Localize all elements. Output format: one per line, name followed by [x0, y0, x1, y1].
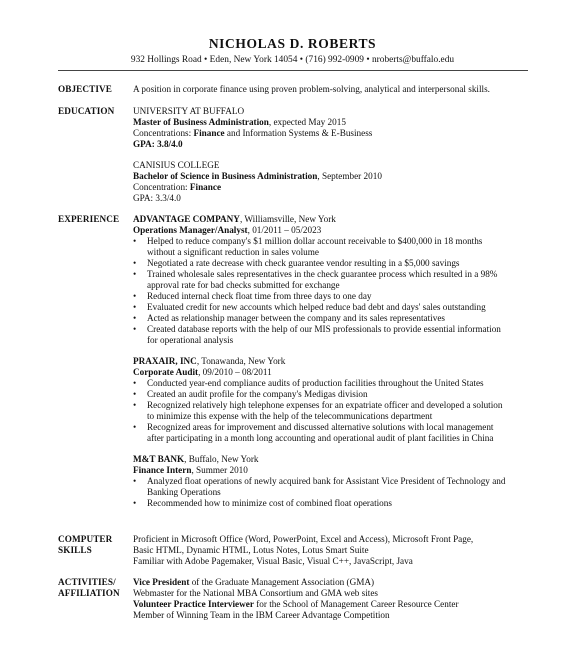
gpa-line: GPA: 3.8/4.0	[133, 139, 183, 149]
bullet-text-cont: Banking Operations	[147, 487, 221, 497]
computer-skills-label: COMPUTER	[58, 534, 113, 544]
objective-text: A position in corporate finance using proven problem-solving, analytical and interpersonal skills.	[133, 84, 490, 94]
degree-title: Master of Business Administration	[133, 117, 269, 127]
skills-line: Familiar with Adobe Pagemaker, Visual Basic, Visual C++, JavaScript, Java	[133, 556, 413, 566]
degree-date: , September 2010	[317, 171, 382, 181]
bullet-icon: •	[133, 400, 137, 410]
bullet-text: Trained wholesale sales representatives in the check guarantee process which resulted in a 98%	[147, 269, 498, 279]
company-location: , Buffalo, New York	[184, 454, 259, 464]
job-dates: , Summer 2010	[191, 465, 248, 475]
degree-line	[133, 117, 346, 128]
job-dates: , 09/2010 – 08/2011	[198, 367, 272, 377]
bullet-text: Reduced internal check float time from three days to one day	[147, 291, 372, 301]
objective-label: OBJECTIVE	[58, 84, 112, 94]
job-employer-line	[133, 356, 285, 367]
candidate-name: NICHOLAS D. ROBERTS	[208, 36, 377, 51]
bullet-text: Recognized areas for improvement and discussed alternative solutions with local management	[147, 422, 494, 432]
job-employer-line	[133, 214, 336, 225]
bullet-text: Created database reports with the help of our MIS professionals to provide essential information	[147, 324, 501, 334]
degree-date: , expected May 2015	[268, 117, 346, 127]
bullet-text-cont: approval rate for bad checks submitted for exchange	[147, 280, 340, 290]
concentration-line	[133, 182, 221, 193]
job-title-line	[133, 465, 248, 476]
degree-line	[133, 171, 382, 182]
bullet-icon: •	[133, 498, 137, 508]
bullet-text: Conducted year-end compliance audits of production facilities throughout the United States	[147, 378, 484, 388]
bullet-icon: •	[133, 302, 137, 312]
activities-label-2: AFFILIATION	[58, 588, 120, 598]
computer-skills-label-2: SKILLS	[58, 545, 92, 555]
bullet-icon: •	[133, 258, 137, 268]
job-title-line	[133, 367, 272, 378]
skills-line: Basic HTML, Dynamic HTML, Lotus Notes, Lotus Smart Suite	[133, 545, 369, 555]
bullet-text: Recommended how to minimize cost of combined float operations	[147, 498, 392, 508]
bullet-text: Helped to reduce company's $1 million dollar account receivable to $400,000 in 18 months	[147, 236, 483, 246]
bullet-text: Negotiated a rate decrease with check guarantee vendor resulting in a $5,000 savings	[147, 258, 460, 268]
bullet-icon: •	[133, 324, 137, 334]
job-dates: , 01/2011 – 05/2023	[247, 225, 322, 235]
concentration-main: Finance	[189, 182, 222, 192]
activities-label: ACTIVITIES/	[58, 577, 116, 587]
activity-item	[133, 588, 378, 599]
concentration-line	[133, 128, 372, 139]
bullet-text: Evaluated credit for new accounts which helped reduce bad debt and days' sales outstanding	[147, 302, 486, 312]
concentration-prefix: Concentrations:	[133, 128, 194, 138]
degree-title: Bachelor of Science in Business Administration	[133, 171, 318, 181]
bullet-text: Analyzed float operations of newly acquired bank for Assistant Vice President of Technology and	[147, 476, 506, 486]
company-name: ADVANTAGE COMPANY	[133, 214, 240, 224]
concentration-main: Finance	[193, 128, 225, 138]
company-location: , Williamsville, New York	[239, 214, 336, 224]
activity-item	[133, 599, 459, 610]
company-location: , Tonawanda, New York	[196, 356, 286, 366]
bullet-text: Recognized relatively high telephone expenses for an expatriate officer and developed a solution	[147, 400, 503, 410]
activity-detail: Member of Winning Team in the IBM Career Advantage Competition	[133, 610, 390, 620]
header-divider	[58, 70, 528, 71]
bullet-text-cont: without a significant reduction in sales volume	[147, 247, 319, 257]
experience-label: EXPERIENCE	[58, 214, 120, 224]
bullet-text-cont: to minimize this expense with the help of the telecommunications department	[147, 411, 433, 421]
bullet-icon: •	[133, 269, 137, 279]
bullet-icon: •	[133, 422, 137, 432]
job-title-line	[133, 225, 321, 236]
concentration-rest: and Information Systems & E-Business	[224, 128, 373, 138]
bullet-text: Created an audit profile for the company's Medigas division	[147, 389, 368, 399]
school-name: CANISIUS COLLEGE	[133, 160, 220, 170]
bullet-text: Acted as relationship manager between the company and its sales representatives	[147, 313, 445, 323]
activity-role: Volunteer Practice Interviewer	[133, 599, 254, 609]
activity-detail: of the Graduate Management Association (GMA)	[189, 577, 375, 587]
activity-item	[133, 577, 374, 588]
concentration-prefix: Concentration:	[133, 182, 190, 192]
activity-item	[133, 610, 390, 621]
company-name: PRAXAIR, INC	[133, 356, 197, 366]
job-title: Corporate Audit	[133, 367, 199, 377]
bullet-text-cont: after participating in a month long accounting and operational audit of plant facilities in China	[147, 433, 494, 443]
skills-line: Proficient in Microsoft Office (Word, PowerPoint, Excel and Access), Microsoft Front Page,	[133, 534, 474, 544]
activity-role: Vice President	[133, 577, 190, 587]
bullet-icon: •	[133, 291, 137, 301]
bullet-icon: •	[133, 378, 137, 388]
company-name: M&T BANK	[133, 454, 185, 464]
gpa-line: GPA: 3.3/4.0	[133, 193, 181, 203]
job-title: Finance Intern	[133, 465, 192, 475]
bullet-icon: •	[133, 313, 137, 323]
activity-detail: for the School of Management Career Resource Center	[253, 599, 459, 609]
contact-line: 932 Hollings Road • Eden, New York 14054 • (716) 992-0909 • nroberts@buffalo.edu	[130, 55, 455, 65]
education-label: EDUCATION	[58, 106, 115, 116]
school-name: UNIVERSITY AT BUFFALO	[133, 106, 245, 116]
activity-detail: Webmaster for the National MBA Consortium and GMA web sites	[133, 588, 378, 598]
bullet-icon: •	[133, 476, 137, 486]
job-employer-line	[133, 454, 259, 465]
job-title: Operations Manager/Analyst	[133, 225, 248, 235]
bullet-icon: •	[133, 389, 137, 399]
bullet-icon: •	[133, 236, 137, 246]
bullet-text-cont: for operational analysis	[147, 335, 234, 345]
